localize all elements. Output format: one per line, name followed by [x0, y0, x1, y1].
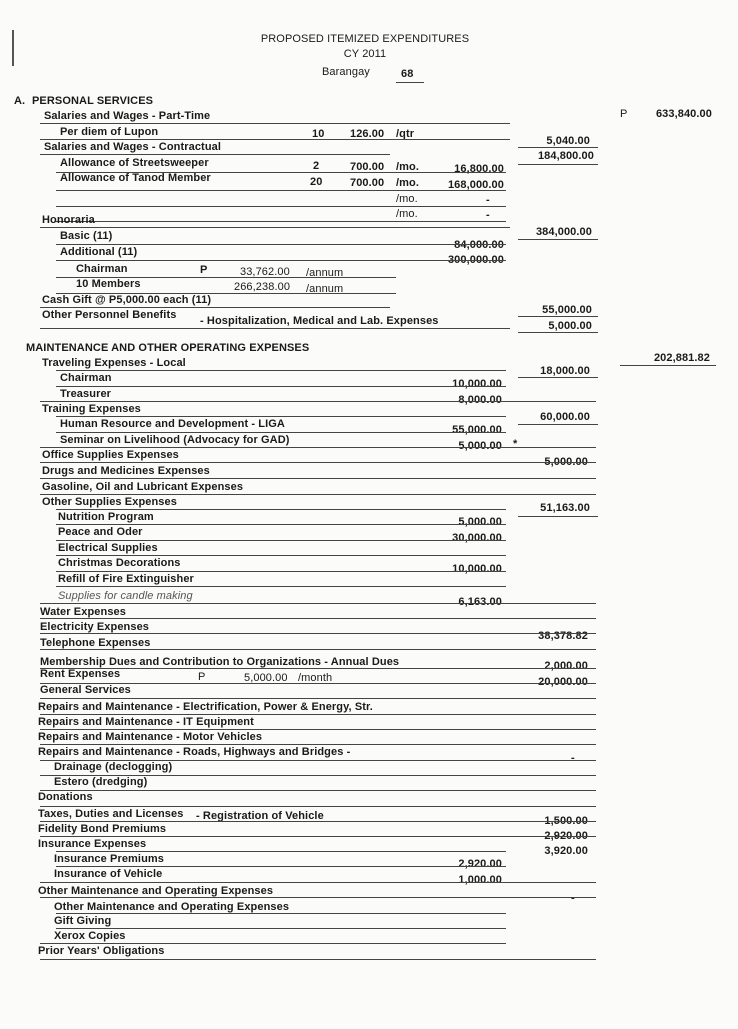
rent-total: 20,000.00 [538, 676, 588, 688]
rent-unit: /month [298, 672, 333, 684]
additional-amount: 300,000.00 [447, 254, 504, 266]
repairs-it-equipment: Repairs and Maintenance - IT Equipment [38, 716, 254, 728]
section-a-total: 633,840.00 [655, 108, 712, 120]
chairman-peso: P [200, 264, 208, 276]
hrd-liga: Human Resource and Development - LIGA [60, 418, 285, 430]
honoraria: Honoraria [42, 214, 95, 226]
section-b-total: 202,881.82 [653, 352, 710, 364]
supplies-candle-making: Supplies for candle making [58, 590, 193, 602]
doc-title: PROPOSED ITEMIZED EXPENDITURES [260, 33, 470, 45]
members-amount: 266,238.00 [234, 281, 291, 293]
telephone-expenses: Telephone Expenses [40, 637, 151, 649]
basic-amount: 84,000.00 [454, 239, 504, 251]
taxes-duties: Taxes, Duties and Licenses [38, 808, 184, 820]
fidelity-bond: Fidelity Bond Premiums [38, 823, 167, 835]
taxes-total: 1,500.00 [544, 815, 588, 827]
office-total: 5,000.00 [544, 456, 588, 468]
insurance-vehicle: Insurance of Vehicle [54, 868, 163, 880]
sweep-count: 2 [313, 160, 320, 172]
tanod-unit: /mo. [396, 177, 420, 189]
omoe-dash: - [571, 892, 575, 904]
lupon-unit: /qtr [396, 128, 415, 140]
taxes-desc: - Registration of Vehicle [196, 810, 324, 822]
allowance-streetsweeper: Allowance of Streetsweeper [60, 157, 209, 169]
other-supplies: Other Supplies Expenses [42, 496, 177, 508]
other-personnel-benefits: Other Personnel Benefits [42, 309, 177, 321]
chairman-unit: /annum [306, 267, 344, 279]
candle-amount: 6,163.00 [458, 596, 502, 608]
membership-total: 2,000.00 [544, 660, 588, 672]
basic-honoraria: Basic (11) [60, 230, 113, 242]
traveling-expenses: Traveling Expenses - Local [42, 357, 186, 369]
drugs-medicines: Drugs and Medicines Expenses [42, 465, 210, 477]
peace-amount: 30,000.00 [452, 532, 502, 544]
barangay-number: 68 [401, 68, 414, 80]
blank-unit-1: /mo. [396, 193, 418, 205]
repairs-electrification: Repairs and Maintenance - Electrification, Power & Energy, Str. [38, 701, 373, 713]
travel-chairman-amount: 10,000.00 [452, 378, 502, 390]
doc-year: CY 2011 [343, 48, 387, 60]
insurance-expenses: Insurance Expenses [38, 838, 147, 850]
seminar-livelihood: Seminar on Livelihood (Advocacy for GAD) [60, 434, 290, 446]
rent-expenses: Rent Expenses [40, 668, 121, 680]
insurance-vehicle-amount: 1,000.00 [458, 874, 502, 886]
chairman-amount: 33,762.00 [240, 266, 290, 278]
section-a-peso: P [620, 108, 628, 120]
honoraria-total: 384,000.00 [535, 226, 592, 238]
insurance-premiums: Insurance Premiums [54, 853, 165, 865]
section-a-title: PERSONAL SERVICES [32, 95, 154, 107]
repairs-motor-vehicles: Repairs and Maintenance - Motor Vehicles [38, 731, 263, 743]
electricity-total: 38,378.82 [538, 630, 588, 642]
contractual-total: 184,800.00 [537, 150, 594, 162]
sweep-unit: /mo. [396, 161, 420, 173]
insurance-premiums-amount: 2,920.00 [458, 858, 502, 870]
other-moe-sub: Other Maintenance and Operating Expenses [54, 901, 290, 913]
training-total: 60,000.00 [540, 411, 590, 423]
office-supplies: Office Supplies Expenses [42, 449, 179, 461]
donations: Donations [38, 791, 93, 803]
rent-rate: 5,000.00 [244, 672, 288, 684]
rent-peso: P [198, 671, 206, 683]
general-services: General Services [40, 684, 131, 696]
roads-dash: - [571, 752, 575, 764]
sweep-amount: 16,800.00 [454, 163, 504, 175]
members-unit: /annum [306, 283, 344, 295]
travel-chairman: Chairman [60, 372, 112, 384]
water-expenses: Water Expenses [40, 606, 126, 618]
drainage-declogging: Drainage (declogging) [54, 761, 173, 773]
traveling-total: 18,000.00 [540, 365, 590, 377]
prior-years-obligations: Prior Years' Obligations [38, 945, 165, 957]
christmas-amount: 10,000.00 [452, 563, 502, 575]
blank-dash-2: - [486, 209, 490, 221]
salaries-part-time: Salaries and Wages - Part-Time [44, 110, 211, 122]
tanod-amount: 168,000.00 [447, 179, 504, 191]
insurance-total: 3,920.00 [544, 845, 588, 857]
fidelity-total: 2,920.00 [544, 830, 588, 842]
electrical-supplies: Electrical Supplies [58, 542, 158, 554]
training-expenses: Training Expenses [42, 403, 141, 415]
lupon-rate: 126.00 [350, 128, 385, 140]
honoraria-members: 10 Members [76, 278, 141, 290]
travel-treasurer-amount: 8,000.00 [458, 394, 502, 406]
blank-unit-2: /mo. [396, 208, 418, 220]
sweep-rate: 700.00 [350, 161, 385, 173]
christmas-decorations: Christmas Decorations [58, 557, 181, 569]
section-b-title: MAINTENANCE AND OTHER OPERATING EXPENSES [26, 342, 310, 354]
xerox-copies: Xerox Copies [54, 930, 126, 942]
electricity-expenses: Electricity Expenses [40, 621, 150, 633]
peace-order: Peace and Oder [58, 526, 143, 538]
refill-fire-extinguisher: Refill of Fire Extinguisher [58, 573, 194, 585]
seminar-amount: 5,000.00 [458, 440, 502, 452]
gasoline-oil: Gasoline, Oil and Lubricant Expenses [42, 481, 244, 493]
other-benefits-desc: - Hospitalization, Medical and Lab. Expenses [200, 315, 439, 327]
hrd-amount: 55,000.00 [452, 424, 502, 436]
travel-treasurer: Treasurer [60, 388, 112, 400]
lupon-count: 10 [312, 128, 325, 140]
nutrition-program: Nutrition Program [58, 511, 154, 523]
honoraria-chairman: Chairman [76, 263, 128, 275]
estero-dredging: Estero (dredging) [54, 776, 148, 788]
margin-mark [12, 30, 14, 66]
seminar-asterisk: * [513, 438, 518, 450]
cash-gift-total: 55,000.00 [542, 304, 592, 316]
barangay-label: Barangay [322, 66, 370, 78]
tanod-count: 20 [310, 176, 323, 188]
allowance-tanod: Allowance of Tanod Member [60, 172, 211, 184]
other-moe: Other Maintenance and Operating Expenses [38, 885, 274, 897]
per-diem-lupon: Per diem of Lupon [60, 126, 159, 138]
tanod-rate: 700.00 [350, 177, 385, 189]
lupon-total: 5,040.00 [546, 135, 590, 147]
salaries-contractual: Salaries and Wages - Contractual [44, 141, 222, 153]
other-supplies-total: 51,163.00 [540, 502, 590, 514]
section-a-marker: A. [14, 95, 26, 107]
nutrition-amount: 5,000.00 [458, 516, 502, 528]
additional-honoraria: Additional (11) [60, 246, 138, 258]
blank-dash-1: - [486, 194, 490, 206]
repairs-roads: Repairs and Maintenance - Roads, Highways and Bridges - [38, 746, 351, 758]
gift-giving: Gift Giving [54, 915, 112, 927]
cash-gift: Cash Gift @ P5,000.00 each (11) [42, 294, 212, 306]
other-benefits-total: 5,000.00 [548, 320, 592, 332]
membership-dues: Membership Dues and Contribution to Organizations - Annual Dues [40, 656, 400, 668]
